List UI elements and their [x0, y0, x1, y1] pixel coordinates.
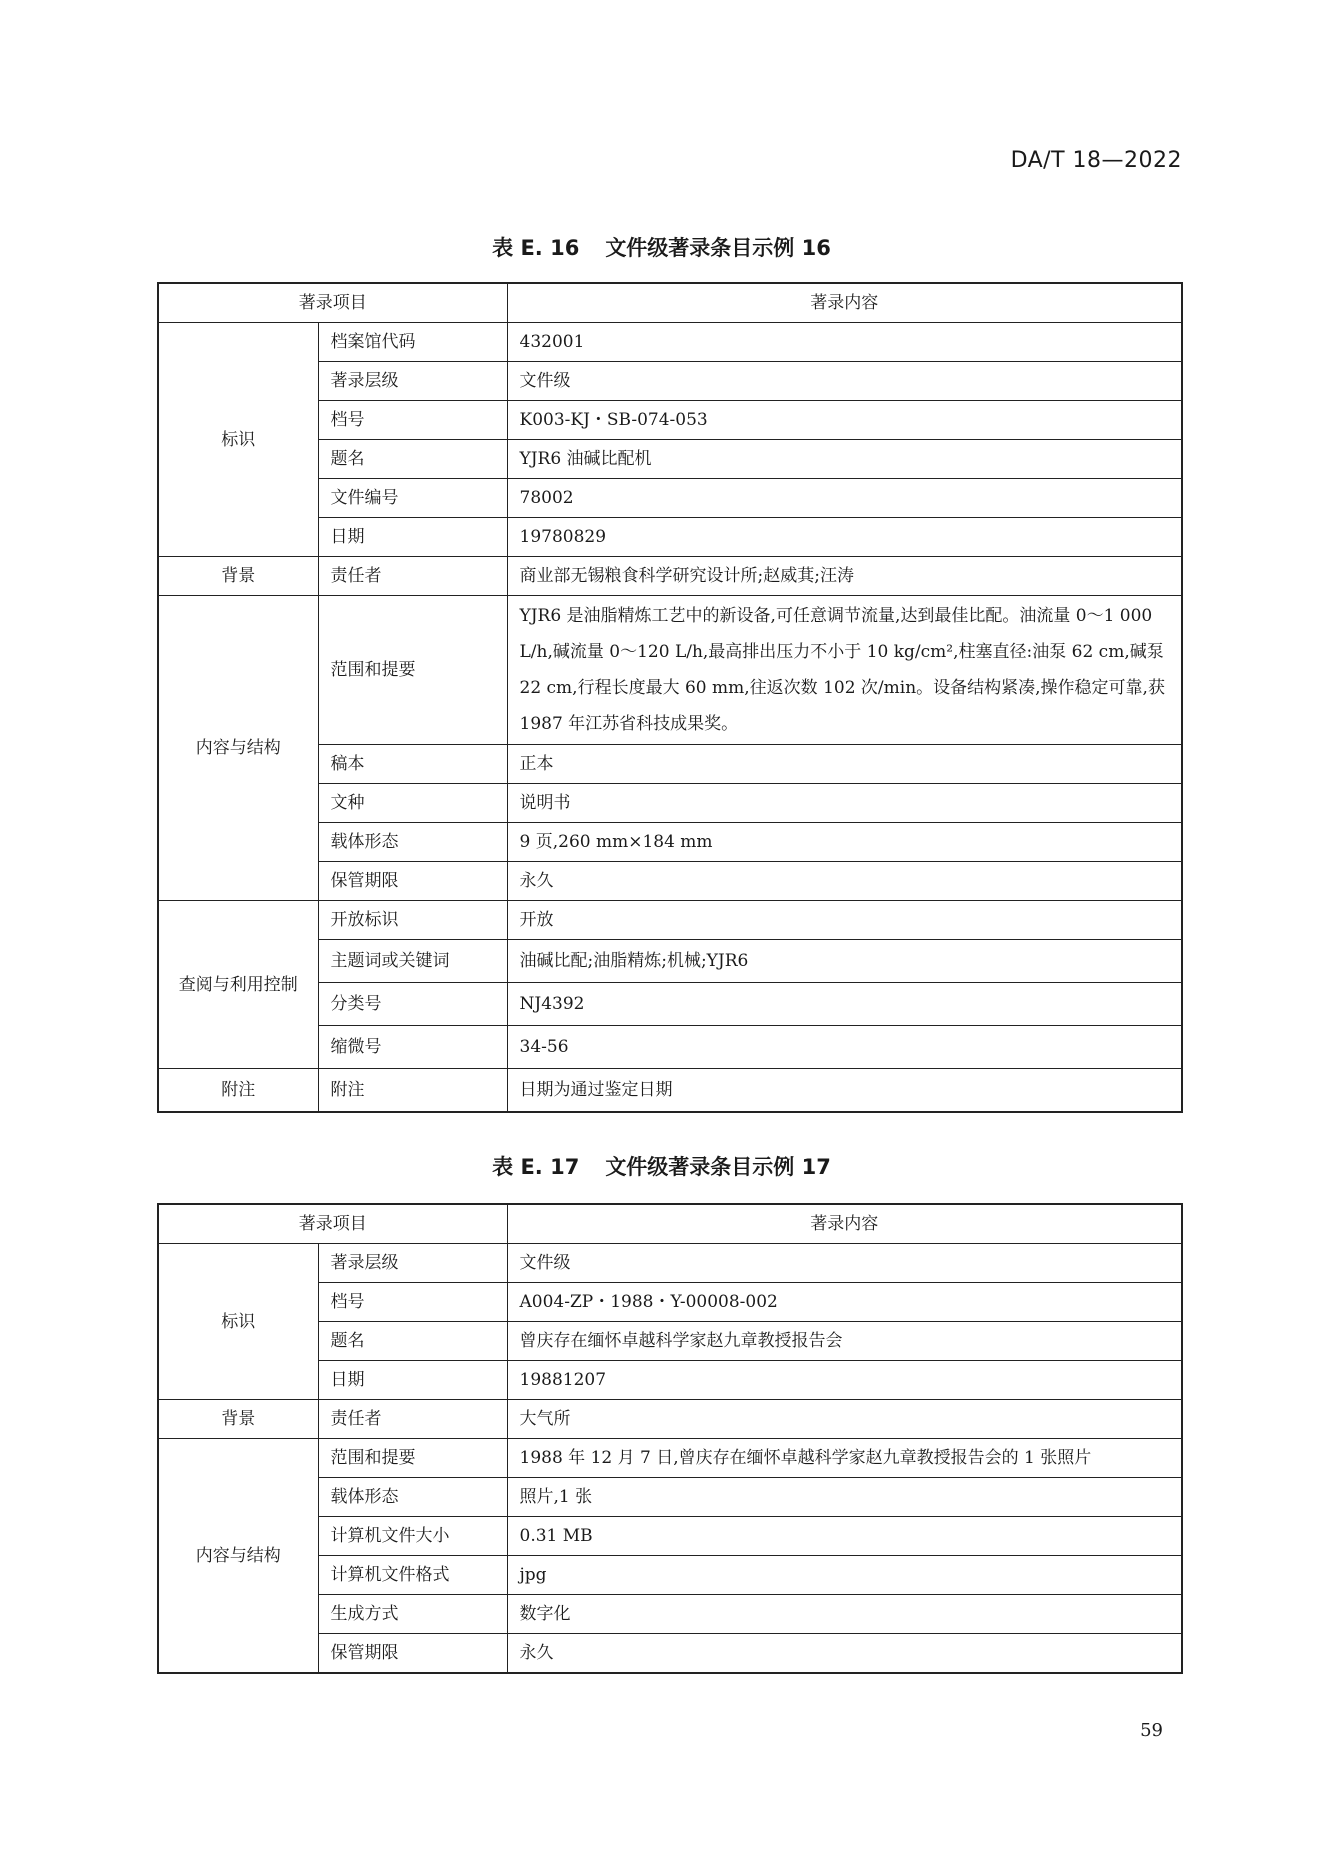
- field-label: 日期: [318, 518, 507, 557]
- field-value: 正本: [507, 745, 1182, 784]
- field-value: 数字化: [507, 1595, 1182, 1634]
- field-value: 大气所: [507, 1400, 1182, 1439]
- table-row: [158, 1069, 1182, 1113]
- record-table-17: [157, 1203, 1183, 1674]
- group-background: 背景: [158, 557, 318, 596]
- field-label: 日期: [318, 1361, 507, 1400]
- group-content: 内容与结构: [158, 1439, 318, 1674]
- group-content: 内容与结构: [158, 596, 318, 901]
- table-header-row: [158, 1204, 1182, 1244]
- field-label: 范围和提要: [318, 596, 507, 745]
- field-label: 著录层级: [318, 362, 507, 401]
- field-label: 文种: [318, 784, 507, 823]
- table-row: [158, 323, 1182, 362]
- group-background: 背景: [158, 1400, 318, 1439]
- field-label: 责任者: [318, 1400, 507, 1439]
- field-value: A004-ZP・1988・Y-00008-002: [507, 1283, 1182, 1322]
- field-label: 计算机文件格式: [318, 1556, 507, 1595]
- field-value: 19881207: [507, 1361, 1182, 1400]
- field-value: 19780829: [507, 518, 1182, 557]
- header-content: 著录内容: [507, 1204, 1182, 1244]
- header-item: 著录项目: [158, 1204, 507, 1244]
- field-label: 附注: [318, 1069, 507, 1113]
- field-label: 载体形态: [318, 823, 507, 862]
- field-label: 保管期限: [318, 1634, 507, 1674]
- field-value: 日期为通过鉴定日期: [507, 1069, 1182, 1113]
- field-label: 文件编号: [318, 479, 507, 518]
- field-label: 缩微号: [318, 1026, 507, 1069]
- table-16-caption-number: 表 E. 16: [492, 236, 580, 260]
- table-row: [158, 901, 1182, 940]
- field-label: 题名: [318, 1322, 507, 1361]
- header-content: 著录内容: [507, 283, 1182, 323]
- field-label: 生成方式: [318, 1595, 507, 1634]
- field-label: 题名: [318, 440, 507, 479]
- field-label: 档案馆代码: [318, 323, 507, 362]
- field-label: 档号: [318, 401, 507, 440]
- table-row: [158, 557, 1182, 596]
- field-label: 著录层级: [318, 1244, 507, 1283]
- table-row: [158, 1244, 1182, 1283]
- field-label: 保管期限: [318, 862, 507, 901]
- field-value: 文件级: [507, 362, 1182, 401]
- field-value: 432001: [507, 323, 1182, 362]
- table-17-caption: [0, 1151, 1323, 1181]
- standard-code: DA/T 18—2022: [1010, 148, 1182, 173]
- field-value: NJ4392: [507, 983, 1182, 1026]
- field-value: 油碱比配;油脂精炼;机械;YJR6: [507, 940, 1182, 983]
- field-label: 责任者: [318, 557, 507, 596]
- group-note: 附注: [158, 1069, 318, 1113]
- table-row: [158, 596, 1182, 745]
- field-value: 0.31 MB: [507, 1517, 1182, 1556]
- field-value: YJR6 油碱比配机: [507, 440, 1182, 479]
- field-value: 开放: [507, 901, 1182, 940]
- field-value: YJR6 是油脂精炼工艺中的新设备,可任意调节流量,达到最佳比配。油流量 0～1 000 L/h,碱流量 0～120 L/h,最高排出压力不小于 10 kg/cm²,柱塞直径:油泵 62 cm,碱泵 22 cm,行程长度最大 60 mm,往返次数 102 次/min。设备结构紧凑,操作稳定可靠,获 1987 年江苏省科技成果奖。: [507, 596, 1182, 745]
- field-label: 分类号: [318, 983, 507, 1026]
- field-label: 主题词或关键词: [318, 940, 507, 983]
- field-label: 载体形态: [318, 1478, 507, 1517]
- field-label: 开放标识: [318, 901, 507, 940]
- header-item: 著录项目: [158, 283, 507, 323]
- field-value: 永久: [507, 1634, 1182, 1674]
- field-label: 计算机文件大小: [318, 1517, 507, 1556]
- table-17-caption-number: 表 E. 17: [492, 1155, 580, 1179]
- page-number: 59: [1140, 1720, 1163, 1741]
- group-access: 查阅与利用控制: [158, 901, 318, 1069]
- field-value: 商业部无锡粮食科学研究设计所;赵威萁;汪涛: [507, 557, 1182, 596]
- field-value: 永久: [507, 862, 1182, 901]
- table-header-row: [158, 283, 1182, 323]
- field-value: jpg: [507, 1556, 1182, 1595]
- group-identify: 标识: [158, 1244, 318, 1400]
- record-table-16: [157, 282, 1183, 1113]
- group-identify: 标识: [158, 323, 318, 557]
- field-value: 1988 年 12 月 7 日,曾庆存在缅怀卓越科学家赵九章教授报告会的 1 张照片: [507, 1439, 1182, 1478]
- field-label: 稿本: [318, 745, 507, 784]
- table-row: [158, 1439, 1182, 1478]
- field-value: K003-KJ・SB-074-053: [507, 401, 1182, 440]
- table-16-caption: [0, 232, 1323, 262]
- field-value: 文件级: [507, 1244, 1182, 1283]
- field-value: 照片,1 张: [507, 1478, 1182, 1517]
- field-value: 9 页,260 mm×184 mm: [507, 823, 1182, 862]
- field-value: 78002: [507, 479, 1182, 518]
- field-label: 档号: [318, 1283, 507, 1322]
- field-label: 范围和提要: [318, 1439, 507, 1478]
- table-16-caption-title: 文件级著录条目示例 16: [605, 236, 831, 260]
- table-17-caption-title: 文件级著录条目示例 17: [605, 1155, 831, 1179]
- field-value: 曾庆存在缅怀卓越科学家赵九章教授报告会: [507, 1322, 1182, 1361]
- field-value: 34-56: [507, 1026, 1182, 1069]
- field-value: 说明书: [507, 784, 1182, 823]
- table-row: [158, 1400, 1182, 1439]
